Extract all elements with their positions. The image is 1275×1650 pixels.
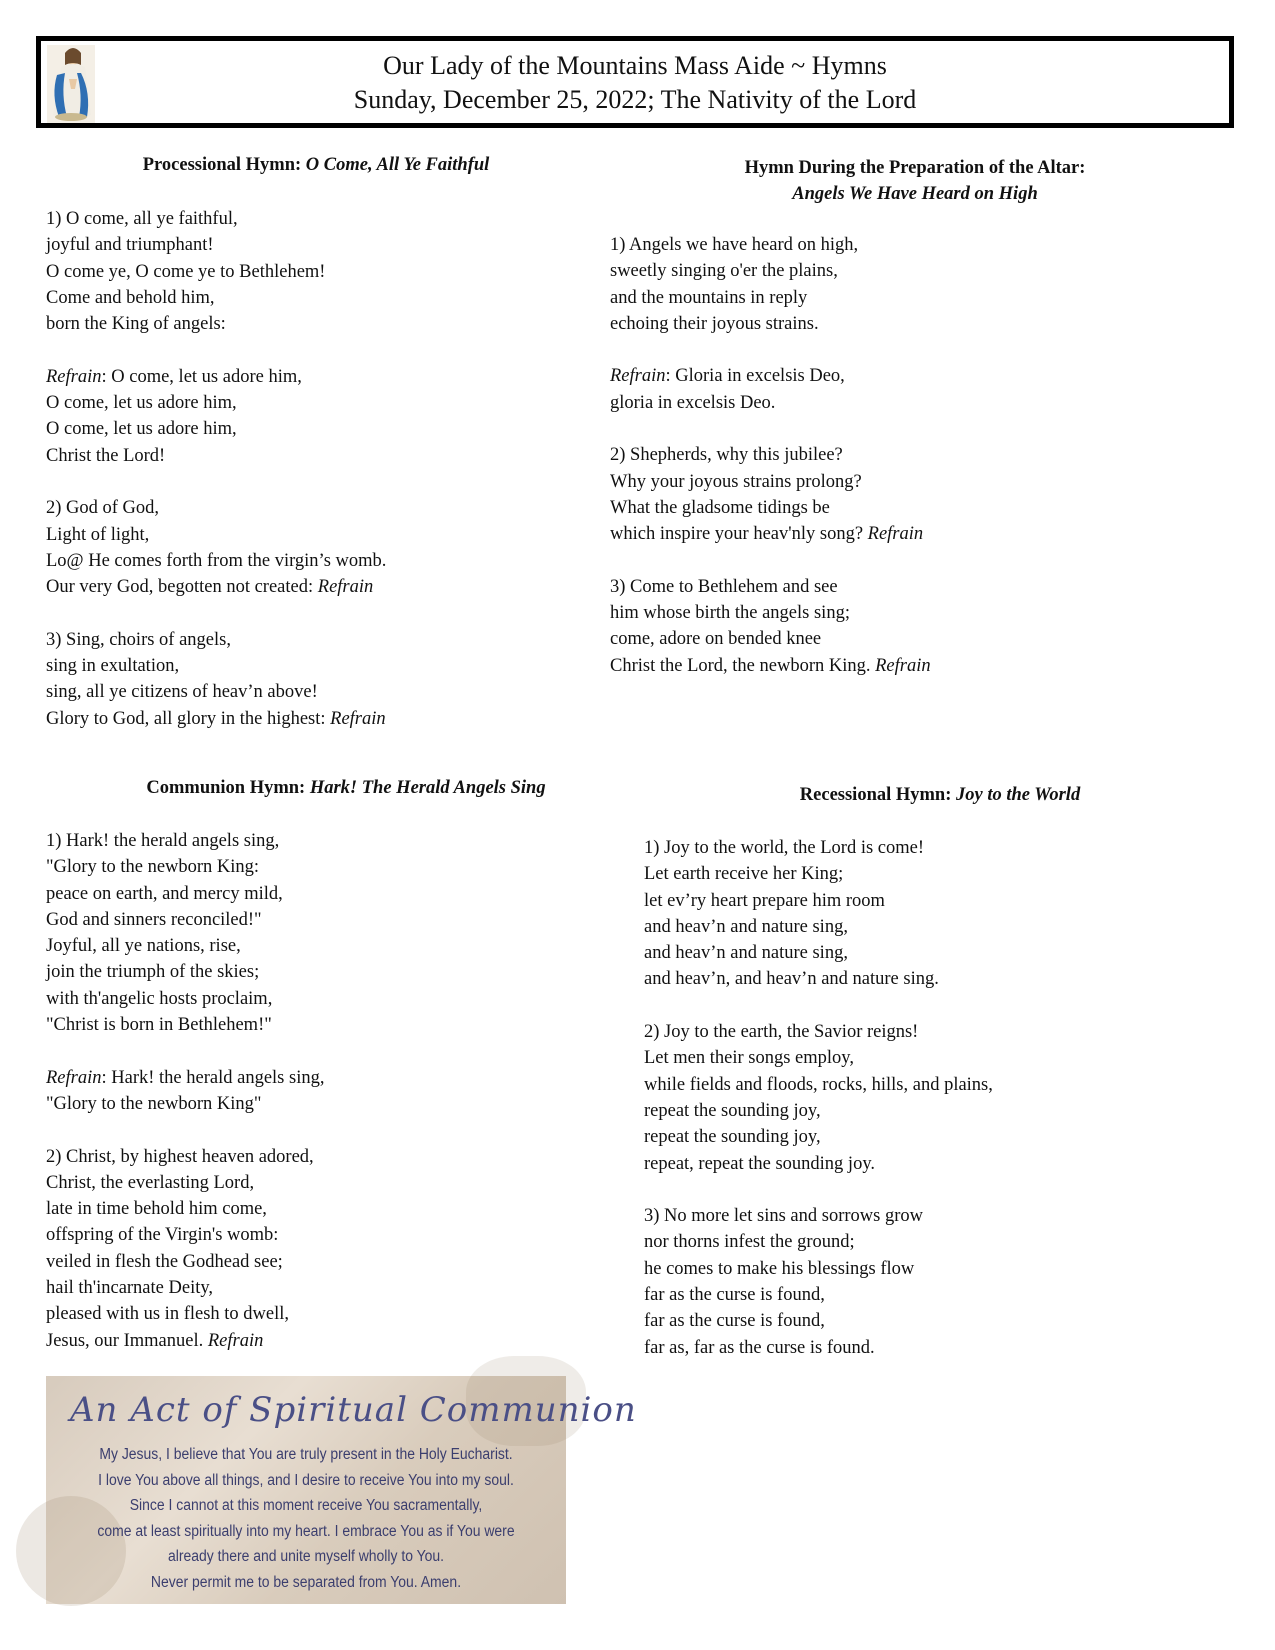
communion-heading [46,778,646,799]
prayer-line: already there and unite myself wholly to You. [167,1548,445,1566]
lyric-line: O come, let us adore him, [46,393,237,414]
lyric-line: Why your joyous strains prolong? [610,471,862,492]
lyric-line: 1) Joy to the world, the Lord is come! [644,838,925,858]
prayer-line: Never permit me to be separated from You. Amen. [150,1573,462,1591]
lyric-line: 2) Joy to the earth, the Savior reigns! [644,1022,919,1043]
lyric-line: Jesus, our Immanuel. Refrain [46,1330,264,1351]
page-header [36,36,1234,128]
lyric-line: What the gladsome tidings be [610,497,830,518]
lyric-line: Lo@ He comes forth from the virgin’s womb. [46,550,387,571]
stanza-gap [46,337,386,363]
lyric-line: and heav’n and nature sing, [644,916,848,937]
lyric-line: 2) God of God, [46,498,160,519]
lyric-line: 1) Hark! the herald angels sing, [46,831,280,851]
lyric-line: Refrain: Gloria in excelsis Deo, [610,366,845,387]
prayer-line: come at least spiritually into my heart. I embrace You as if You were [97,1522,515,1540]
recessional-title: Joy to the World [956,785,1081,805]
lyric-line: repeat, repeat the sounding joy. [644,1153,875,1174]
lyric-line: 1) O come, all ye faithful, [46,209,238,229]
processional-heading [46,155,586,176]
lyric-line: Christ the Lord, the newborn King. Refrain [610,655,931,676]
preparation-heading [610,155,1220,207]
lyric-line: born the King of angels: [46,314,226,335]
lyric-line: him whose birth the angels sing; [610,603,850,624]
spiritual-communion-card [46,1376,637,1604]
lyric-line: Come and behold him, [46,287,215,308]
lyric-line: Refrain: Hark! the herald angels sing, [46,1067,325,1088]
lyric-line: and heav’n, and heav’n and nature sing. [644,969,939,990]
lyric-line: while fields and floods, rocks, hills, and plains, [644,1074,993,1095]
lyric-line: nor thorns infest the ground; [644,1232,855,1253]
lyric-line: 3) Sing, choirs of angels, [46,629,231,650]
stanza-gap [610,416,931,442]
spiritual-communion-title: An Act of Spiritual Communion [70,1390,637,1430]
lyric-line: joyful and triumphant! [46,235,214,256]
communion-lyrics [46,828,324,1354]
stanza-gap [610,548,931,574]
lyric-line: and the mountains in reply [610,287,808,308]
lyric-line: pleased with us in flesh to dwell, [46,1304,290,1325]
communion-label: Communion Hymn: [146,778,310,798]
lyric-line: 2) Christ, by highest heaven adored, [46,1146,314,1167]
lyric-line: 2) Shepherds, why this jubilee? [610,445,843,466]
lyric-line: and heav’n and nature sing, [644,943,848,964]
lyric-line: Christ the Lord! [46,445,166,466]
lyric-line: 1) Angels we have heard on high, [610,235,859,255]
preparation-lyrics [610,232,931,679]
header-subtitle: Sunday, December 25, 2022; The Nativity of the Lord [353,85,917,114]
lyric-line: join the triumph of the skies; [46,962,260,983]
stanza-gap [46,600,386,626]
spiritual-communion-prayer [72,1442,540,1596]
lyric-line: Our very God, begotten not created: Refrain [46,577,374,598]
communion-title: Hark! The Herald Angels Sing [309,778,546,798]
lyric-line: which inspire your heav'nly song? Refrain [610,524,924,545]
lyric-line: veiled in flesh the Godhead see; [46,1251,283,1272]
stanza-gap [610,337,931,363]
lyric-line: Glory to God, all glory in the highest: Refrain [46,708,386,729]
stanza-gap [46,469,386,495]
lyric-line: repeat the sounding joy, [644,1100,821,1121]
prayer-line: My Jesus, I believe that You are truly present in the Holy Eucharist. [99,1446,513,1463]
lyric-line: repeat the sounding joy, [644,1127,821,1148]
lyric-line: Let earth receive her King; [644,864,844,885]
recessional-lyrics [644,835,993,1361]
lyric-line: far as the curse is found, [644,1285,825,1306]
stanza-gap [644,993,993,1019]
lyric-line: come, adore on bended knee [610,629,822,650]
lyric-line: "Glory to the newborn King" [46,1093,262,1114]
preparation-title: Angels We Have Heard on High [792,184,1038,204]
processional-title: O Come, All Ye Faithful [305,155,490,175]
lyric-line: sing in exultation, [46,656,180,677]
stanza-gap [46,1038,324,1064]
lyric-line: Christ, the everlasting Lord, [46,1172,255,1193]
lyric-line: echoing their joyous strains. [610,313,819,334]
lyric-line: O come, let us adore him, [46,419,237,440]
stanza-gap [644,1177,993,1203]
lyric-line: with th'angelic hosts proclaim, [46,988,273,1009]
lyric-line: peace on earth, and mercy mild, [46,883,283,904]
lyric-line: far as the curse is found, [644,1311,825,1332]
lyric-line: Joyful, all ye nations, rise, [46,936,241,957]
lyric-line: O come ye, O come ye to Bethlehem! [46,261,326,282]
lyric-line: hail th'incarnate Deity, [46,1278,214,1299]
lyric-line: offspring of the Virgin's womb: [46,1225,279,1246]
preparation-label: Hymn During the Preparation of the Altar: [744,158,1086,178]
lyric-line: sing, all ye citizens of heav’n above! [46,682,318,703]
stanza-gap [46,1117,324,1143]
prayer-line: Since I cannot at this moment receive You sacramentally, [129,1497,483,1515]
lyric-line: Let men their songs employ, [644,1048,854,1069]
lyric-line: 3) No more let sins and sorrows grow [644,1206,923,1227]
processional-label: Processional Hymn: [142,155,306,175]
lyric-line: Light of light, [46,524,150,545]
processional-lyrics [46,206,386,732]
lyric-line: "Christ is born in Bethlehem!" [46,1015,272,1036]
lyric-line: Refrain: O come, let us adore him, [46,366,302,387]
lyric-line: God and sinners reconciled!" [46,909,262,930]
lyric-line: he comes to make his blessings flow [644,1258,915,1279]
lyric-line: 3) Come to Bethlehem and see [610,576,838,597]
lyric-line: late in time behold him come, [46,1199,267,1220]
lyric-line: let ev’ry heart prepare him room [644,890,885,911]
lyric-line: "Glory to the newborn King: [46,857,260,878]
header-title: Our Lady of the Mountains Mass Aide ~ Hymns [383,51,887,80]
lyric-line: gloria in excelsis Deo. [610,392,776,413]
recessional-heading [610,785,1270,806]
lyric-line: sweetly singing o'er the plains, [610,261,838,282]
prayer-line: I love You above all things, and I desire to receive You into my soul. [98,1471,514,1489]
recessional-label: Recessional Hymn: [799,785,956,805]
lyric-line: far as, far as the curse is found. [644,1337,875,1358]
